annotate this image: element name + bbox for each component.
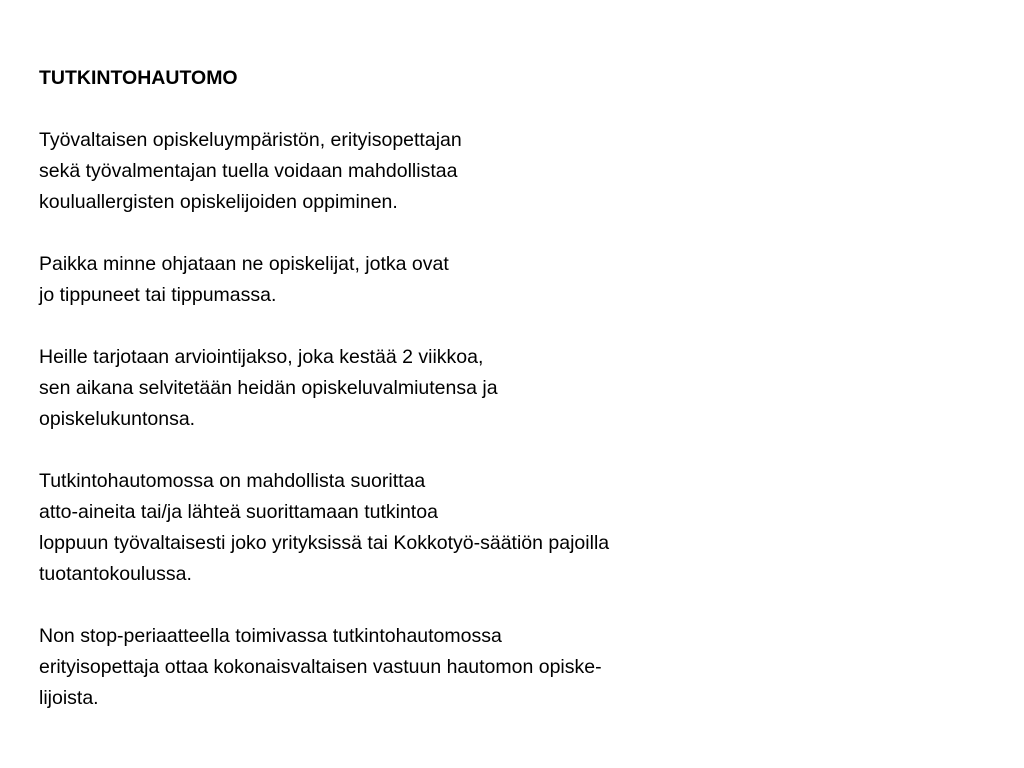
text-line: opiskelukuntonsa.: [39, 408, 196, 430]
text-line: kouluallergisten opiskelijoiden oppiminen.: [39, 191, 398, 213]
text-line: tuotantokoulussa.: [39, 563, 192, 585]
spacer: [39, 435, 979, 466]
paragraph-2: [39, 249, 979, 311]
paragraph-3: [39, 342, 979, 435]
text-line: loppuun työvaltaisesti joko yrityksissä tai Kokkotyö-säätiön pajoilla: [39, 532, 610, 554]
text-line: sen aikana selvitetään heidän opiskeluvalmiutensa ja: [39, 377, 498, 399]
text-line: lijoista.: [39, 687, 99, 709]
slide-title: TUTKINTOHAUTOMO: [39, 67, 238, 89]
text-line: atto-aineita tai/ja lähteä suorittamaan tutkintoa: [39, 501, 438, 523]
spacer: [39, 94, 979, 125]
spacer: [39, 218, 979, 249]
text-line: Non stop-periaatteella toimivassa tutkintohautomossa: [39, 625, 502, 647]
text-line: Työvaltaisen opiskeluympäristön, erityisopettajan: [39, 129, 462, 151]
spacer: [39, 311, 979, 342]
spacer: [39, 590, 979, 621]
paragraph-1: [39, 125, 979, 218]
text-line: Paikka minne ohjataan ne opiskelijat, jotka ovat: [39, 253, 449, 275]
text-line: sekä työvalmentajan tuella voidaan mahdollistaa: [39, 160, 458, 182]
paragraph-5: [39, 621, 979, 714]
text-line: erityisopettaja ottaa kokonaisvaltaisen vastuun hautomon opiske-: [39, 656, 602, 678]
slide-content: [39, 63, 979, 714]
text-line: jo tippuneet tai tippumassa.: [39, 284, 277, 306]
paragraph-4: [39, 466, 979, 590]
text-line: Tutkintohautomossa on mahdollista suorittaa: [39, 470, 426, 492]
text-line: Heille tarjotaan arviointijakso, joka kestää 2 viikkoa,: [39, 346, 484, 368]
